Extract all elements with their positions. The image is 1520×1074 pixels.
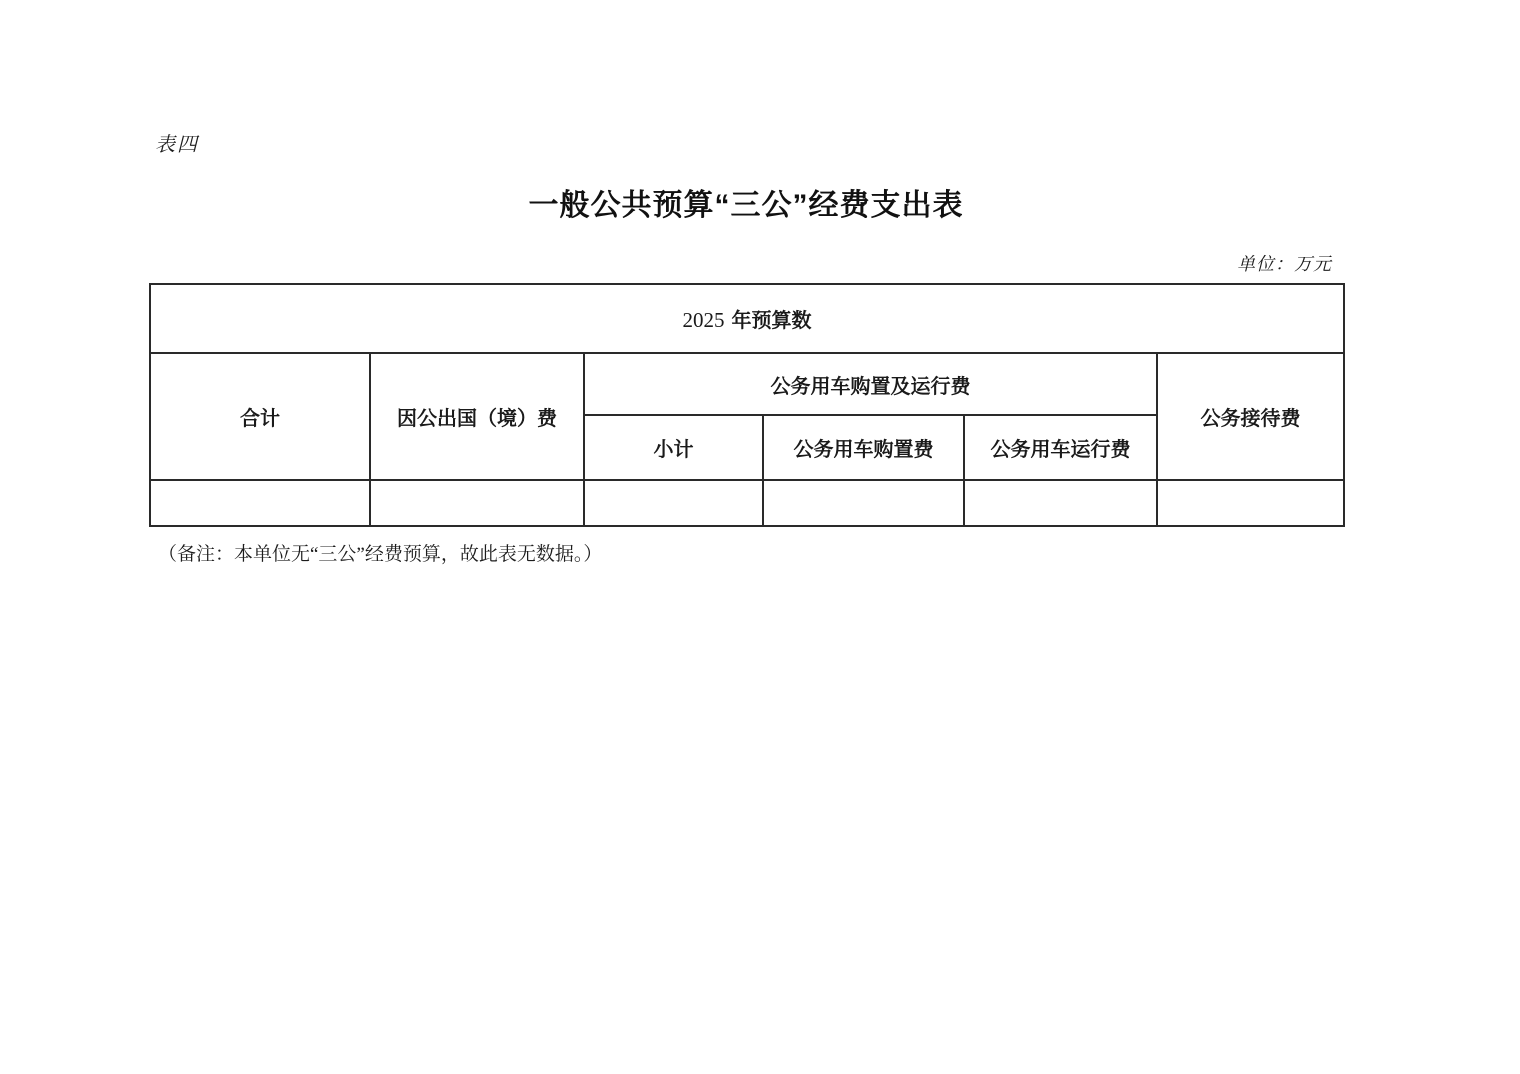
year-suffix-label: 年预算数 (731, 310, 812, 332)
unit-label: 单位：万元 (1237, 254, 1332, 274)
header-vehicle-subtotal: 小计 (584, 415, 763, 480)
table-row (150, 284, 1344, 353)
header-reception-fee: 公务接待费 (1157, 353, 1344, 480)
table-row (150, 480, 1344, 526)
header-vehicle-operation: 公务用车运行费 (964, 415, 1157, 480)
data-cell-vehicle-subtotal (584, 480, 763, 526)
data-cell-total (150, 480, 370, 526)
data-cell-vehicle-operation (964, 480, 1157, 526)
data-cell-reception (1157, 480, 1344, 526)
year-value: 2025 (682, 308, 725, 332)
table-row (150, 353, 1344, 415)
footnote: （备注：本单位无“三公”经费预算，故此表无数据。） (158, 544, 603, 565)
header-vehicle-group: 公务用车购置及运行费 (584, 353, 1157, 415)
header-vehicle-purchase: 公务用车购置费 (763, 415, 964, 480)
data-cell-vehicle-purchase (763, 480, 964, 526)
page-title: 一般公共预算“三公”经费支出表 (528, 189, 964, 222)
data-cell-abroad (370, 480, 584, 526)
header-total: 合计 (150, 353, 370, 480)
year-header-cell (150, 284, 1344, 353)
header-abroad-fee: 因公出国（境）费 (370, 353, 584, 480)
budget-table (149, 283, 1345, 527)
table-number-label: 表四 (155, 134, 199, 156)
